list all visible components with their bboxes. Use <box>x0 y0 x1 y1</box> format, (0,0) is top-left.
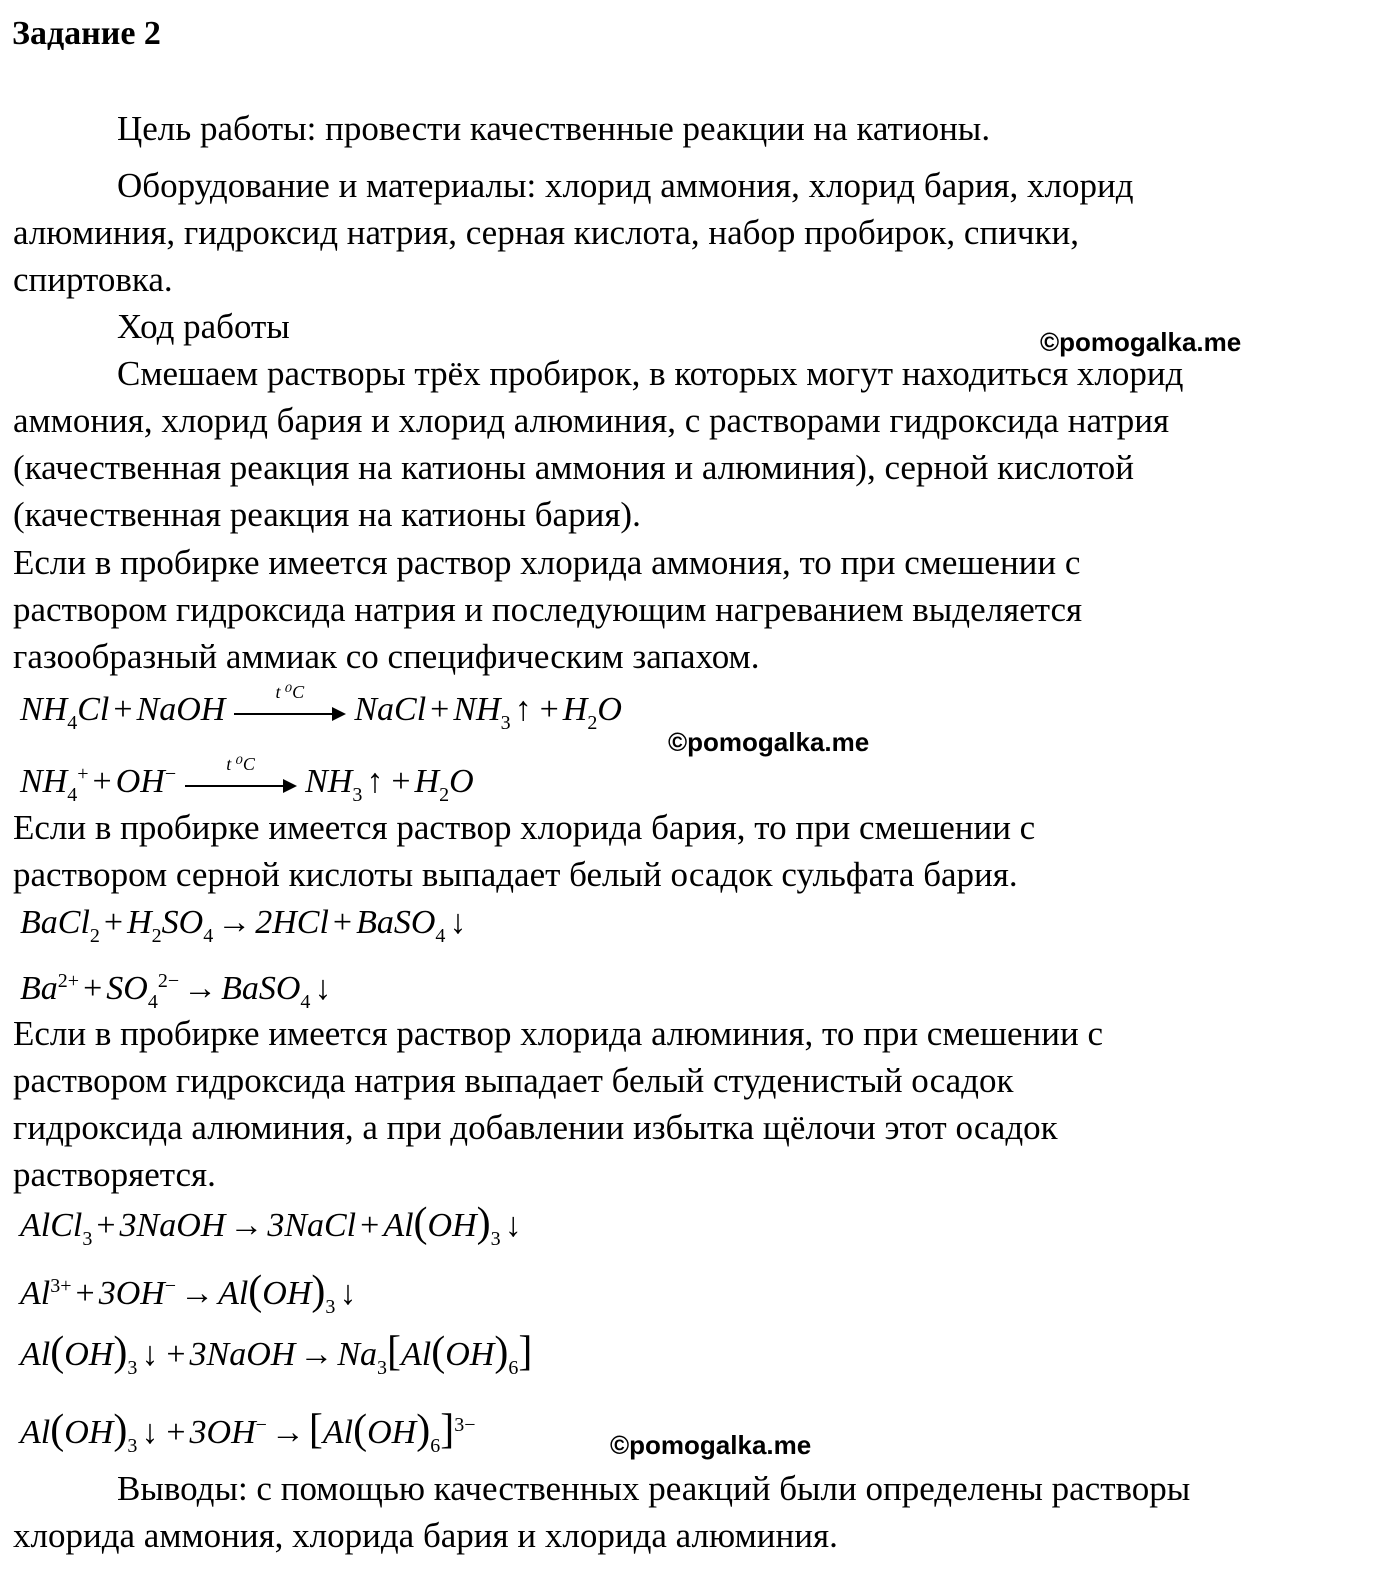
equation-barium-molecular: BaCl$_2$ + $H_2SO_4 \to 2HCl$ + BaSO$_4$ ↓ <box>20 904 467 947</box>
mix-line-3: (качественная реакция на катионы аммония и алюминия), серной кислотой <box>13 448 1135 487</box>
heating-arrow: t ⁰C <box>234 699 346 725</box>
barium-line-1: Если в пробирке имеется раствор хлорида бария, то при смешении с <box>13 808 1036 847</box>
equipment-line-2: алюминия, гидроксид натрия, серная кислота, набор пробирок, спички, <box>13 213 1080 252</box>
watermark: ©pomogalka.me <box>610 1430 812 1460</box>
watermark: ©pomogalka.me <box>668 727 870 757</box>
ammonium-line-2: раствором гидроксида натрия и последующим нагреванием выделяется <box>13 590 1083 629</box>
ammonium-line-1: Если в пробирке имеется раствор хлорида аммония, то при смешении с <box>13 543 1081 582</box>
equation-ammonium-ionic: $NH_4^+ + OH^-$ t ⁰C $NH_3$ ↑ + $H_2O$ <box>20 754 474 806</box>
mix-text-1: Смешаем растворы трёх пробирок, в которых могут находиться хлорид <box>117 354 1184 393</box>
equation-hydroxide-dissolution-molecular: $Al(OH)_3$ ↓ + 3NaOH → $Na_3[Al(OH)_6]$ <box>20 1329 533 1379</box>
aluminium-line-1: Если в пробирке имеется раствор хлорида алюминия, то при смешении с <box>13 1014 1103 1053</box>
equation-hydroxide-dissolution-ionic: $Al(OH)_3$ ↓ + $3OH^- \to[Al(OH)_6]^{3-}$ <box>20 1407 476 1457</box>
goal-text: Цель работы: провести качественные реакции на катионы. <box>117 109 991 148</box>
equation-aluminium-ionic: $Al^{3+} + 3OH^- \to Al(OH)_3$ ↓ <box>20 1268 357 1318</box>
conclusion-line-2: хлорида аммония, хлорида бария и хлорида алюминия. <box>13 1516 838 1555</box>
watermark: ©pomogalka.me <box>1040 327 1242 357</box>
equation-ammonium-molecular: $NH_4Cl$ + NaOH t ⁰C NaCl + $NH_3$ ↑ + $H_2O$ <box>20 682 622 734</box>
aluminium-line-2: раствором гидроксида натрия выпадает белый студенистый осадок <box>13 1061 1014 1100</box>
task-title: Задание 2 <box>12 15 161 52</box>
conclusion-text-1: Выводы: с помощью качественных реакций были определены растворы <box>117 1469 1191 1508</box>
equipment-line-1 <box>13 162 1383 209</box>
ammonium-line-3: газообразный аммиак со специфическим запахом. <box>13 637 760 676</box>
aluminium-line-3: гидроксида алюминия, а при добавлении избытка щёлочи этот осадок <box>13 1108 1058 1147</box>
goal-line <box>13 105 1383 152</box>
barium-line-2: раствором серной кислоты выпадает белый осадок сульфата бария. <box>13 855 1018 894</box>
progress-text: Ход работы <box>117 307 290 346</box>
aluminium-line-4: растворяется. <box>13 1155 216 1194</box>
conclusion-line-1 <box>13 1465 1383 1512</box>
equation-aluminium-molecular: AlCl$_3$ + 3NaOH → 3NaCl + $Al(OH)_3$ ↓ <box>20 1200 522 1250</box>
equipment-text-1: Оборудование и материалы: хлорид аммония, хлорид бария, хлорид <box>117 166 1134 205</box>
equipment-line-3: спиртовка. <box>13 260 173 299</box>
mix-line-2: аммония, хлорид бария и хлорид алюминия, с растворами гидроксида натрия <box>13 401 1170 440</box>
mix-line-4: (качественная реакция на катионы бария). <box>13 495 641 534</box>
mix-line-1 <box>13 350 1383 397</box>
heating-arrow: t ⁰C <box>185 771 297 797</box>
equation-barium-ionic: $Ba^{2+} + SO_4^{2-}$ → BaSO$_4$ ↓ <box>20 970 332 1013</box>
